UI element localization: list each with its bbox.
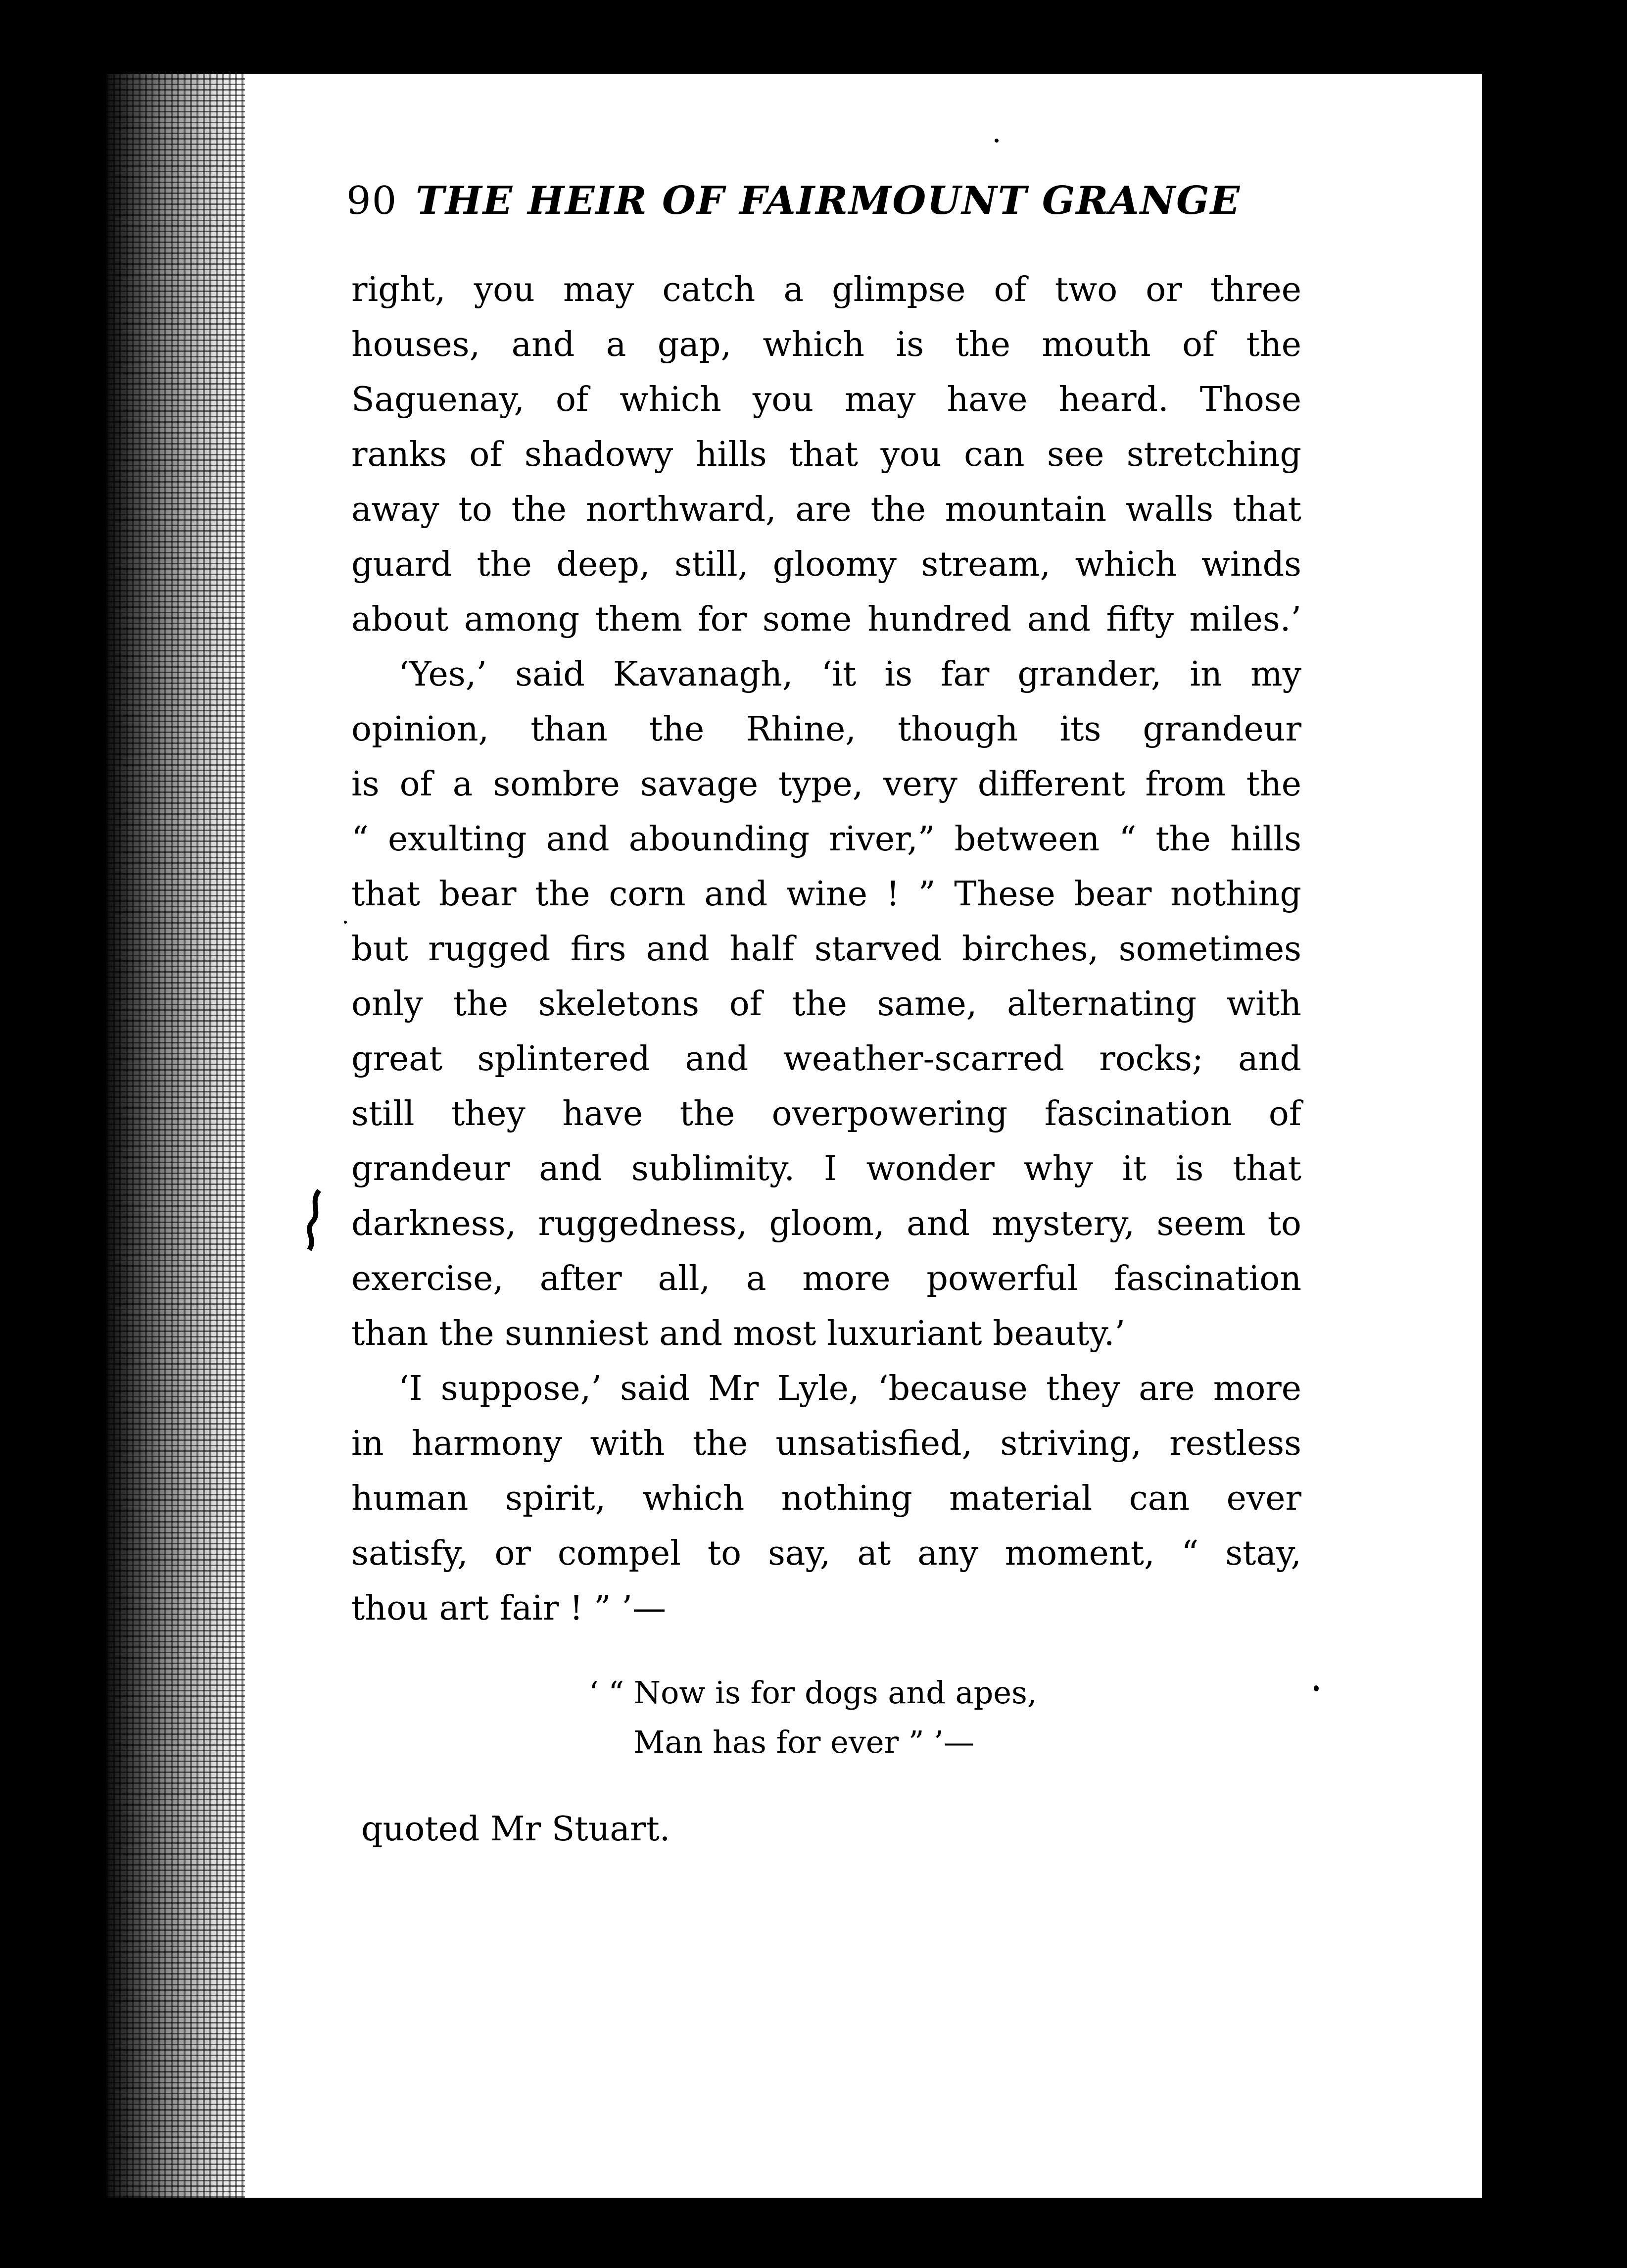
paragraph-3 xyxy=(351,1361,1301,1636)
text-line: is of a sombre savage type, very different from the xyxy=(351,765,1301,804)
scan-speck xyxy=(995,139,999,143)
text-line: still they have the overpowering fascination of xyxy=(351,1094,1301,1134)
scan-speck xyxy=(344,921,347,924)
text-line: guard the deep, still, gloomy stream, which winds xyxy=(351,545,1301,584)
verse-line: Man has for ever ” ’— xyxy=(633,1724,974,1760)
text-line: but rugged firs and half starved birches, sometimes xyxy=(351,930,1301,969)
closing-line: quoted Mr Stuart. xyxy=(361,1810,670,1849)
scan-speck xyxy=(1314,1685,1319,1691)
running-head xyxy=(346,178,1336,238)
text-line: ‘Yes,’ said Kavanagh, ‘it is far grander, in my xyxy=(398,655,1301,694)
text-line: than the sunniest and most luxuriant beauty.’ xyxy=(351,1314,1126,1353)
text-line: houses, and a gap, which is the mouth of the xyxy=(351,325,1301,364)
body-text xyxy=(351,262,1301,1857)
verse-quotation xyxy=(589,1668,1301,1767)
text-line: opinion, than the Rhine, though its grandeur xyxy=(351,710,1301,749)
book-title: THE HEIR OF FAIRMOUNT GRANGE xyxy=(416,178,1241,223)
text-line: about among them for some hundred and fifty miles.’ xyxy=(351,600,1301,639)
text-line: thou art fair ! ” ’— xyxy=(351,1589,666,1628)
text-line: ranks of shadowy hills that you can see stretching xyxy=(351,435,1301,474)
text-line: human spirit, which nothing material can ever xyxy=(351,1479,1301,1518)
page-gutter-shadow xyxy=(106,74,245,2198)
text-line: that bear the corn and wine ! ” These bear nothing xyxy=(351,875,1301,914)
margin-ink-mark xyxy=(304,1188,324,1252)
text-line: darkness, ruggedness, gloom, and mystery, seem to xyxy=(351,1204,1301,1243)
page-number: 90 xyxy=(346,179,398,223)
text-line: right, you may catch a glimpse of two or three xyxy=(351,270,1301,309)
text-line: “ exulting and abounding river,” between “ the hills xyxy=(351,820,1301,859)
verse-line: ‘ “ Now is for dogs and apes, xyxy=(589,1675,1037,1711)
paragraph-1 xyxy=(351,262,1301,647)
text-line: only the skeletons of the same, alternating with xyxy=(351,985,1301,1024)
text-line: satisfy, or compel to say, at any moment, “ stay, xyxy=(351,1534,1301,1573)
text-line: ‘I suppose,’ said Mr Lyle, ‘because they are more xyxy=(398,1369,1301,1408)
text-line: great splintered and weather-scarred rocks; and xyxy=(351,1039,1301,1079)
paragraph-2 xyxy=(351,647,1301,1361)
text-line: in harmony with the unsatisfied, striving, restless xyxy=(351,1424,1301,1463)
text-line: exercise, after all, a more powerful fascination xyxy=(351,1259,1301,1298)
text-line: grandeur and sublimity. I wonder why it is that xyxy=(351,1149,1301,1188)
text-line: away to the northward, are the mountain walls that xyxy=(351,490,1301,529)
page-edge-shadow xyxy=(1482,74,1497,2198)
text-line: Saguenay, of which you may have heard. Those xyxy=(351,380,1301,419)
